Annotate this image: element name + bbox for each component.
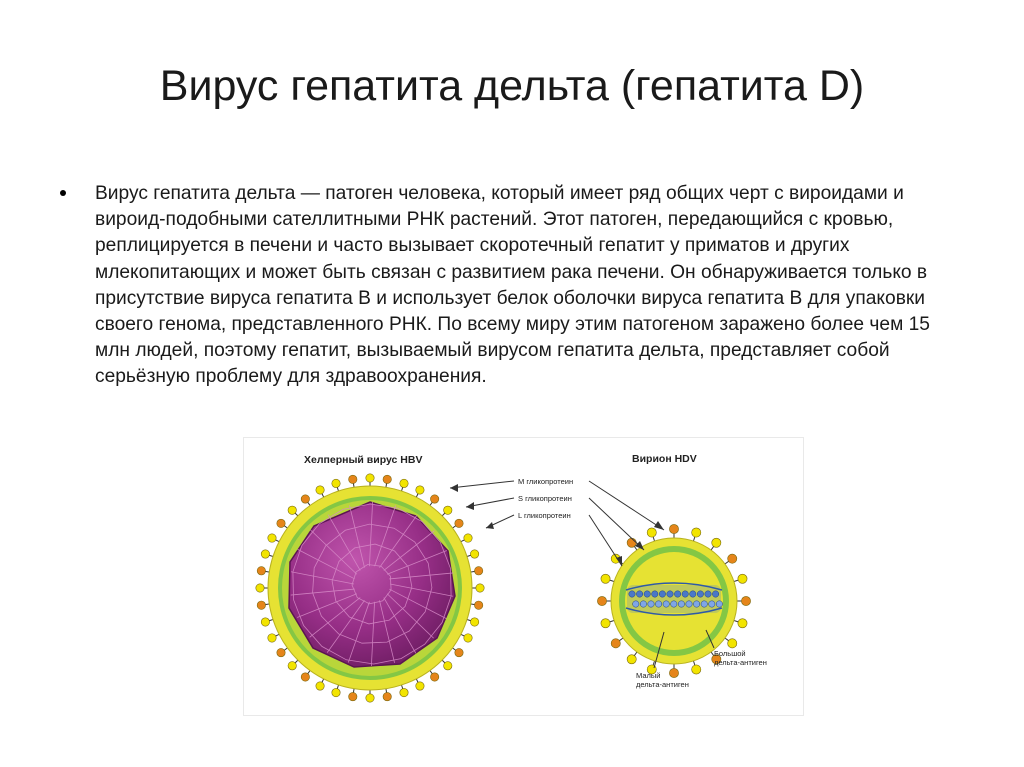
small-delta-antigen-label-line2: дельта-антиген bbox=[636, 680, 689, 689]
m-glycoprotein-label: М гликопротеин bbox=[518, 477, 574, 486]
small-delta-antigen-label-line1: Малый bbox=[636, 671, 661, 680]
hbv-title: Хелперный вирус HBV bbox=[304, 454, 423, 466]
large-delta-antigen-label-line1: Большой bbox=[714, 649, 746, 658]
hdv-title: Вирион HDV bbox=[632, 453, 697, 465]
bullet-dot bbox=[60, 190, 66, 196]
large-delta-antigen-label-line2: дельта-антиген bbox=[714, 658, 767, 667]
bullet-item bbox=[60, 181, 965, 391]
virus-diagram bbox=[243, 437, 804, 716]
bullet-text: Вирус гепатита дельта — патоген человека, который имеет ряд общих черт с вироидами и вироид-подобными сателлитными РНК растений. Этот патоген, передающийся с кровью, реплицируется в печени и часто вызывает скоротечный гепатит у приматов и других млекопитающих и может быть связан с развитием рака печени. Он обнаруживается только в присутствие вируса гепатита В и использует белок оболочки вируса гепатита В для упаковки своего генома, представленного РНК. По всему миру этим патогеном заражено более чем 15 млн людей, поэтому гепатит, вызываемый вирусом гепатита дельта, представляет собой серьёзную проблему для здравоохранения. bbox=[95, 183, 930, 388]
hdv-rna-genome bbox=[626, 583, 723, 615]
l-glycoprotein-label: L гликопротеин bbox=[518, 511, 571, 520]
s-glycoprotein-label: S гликопротеин bbox=[518, 494, 572, 503]
slide-title: Вирус гепатита дельта (гепатита D) bbox=[159, 62, 865, 110]
